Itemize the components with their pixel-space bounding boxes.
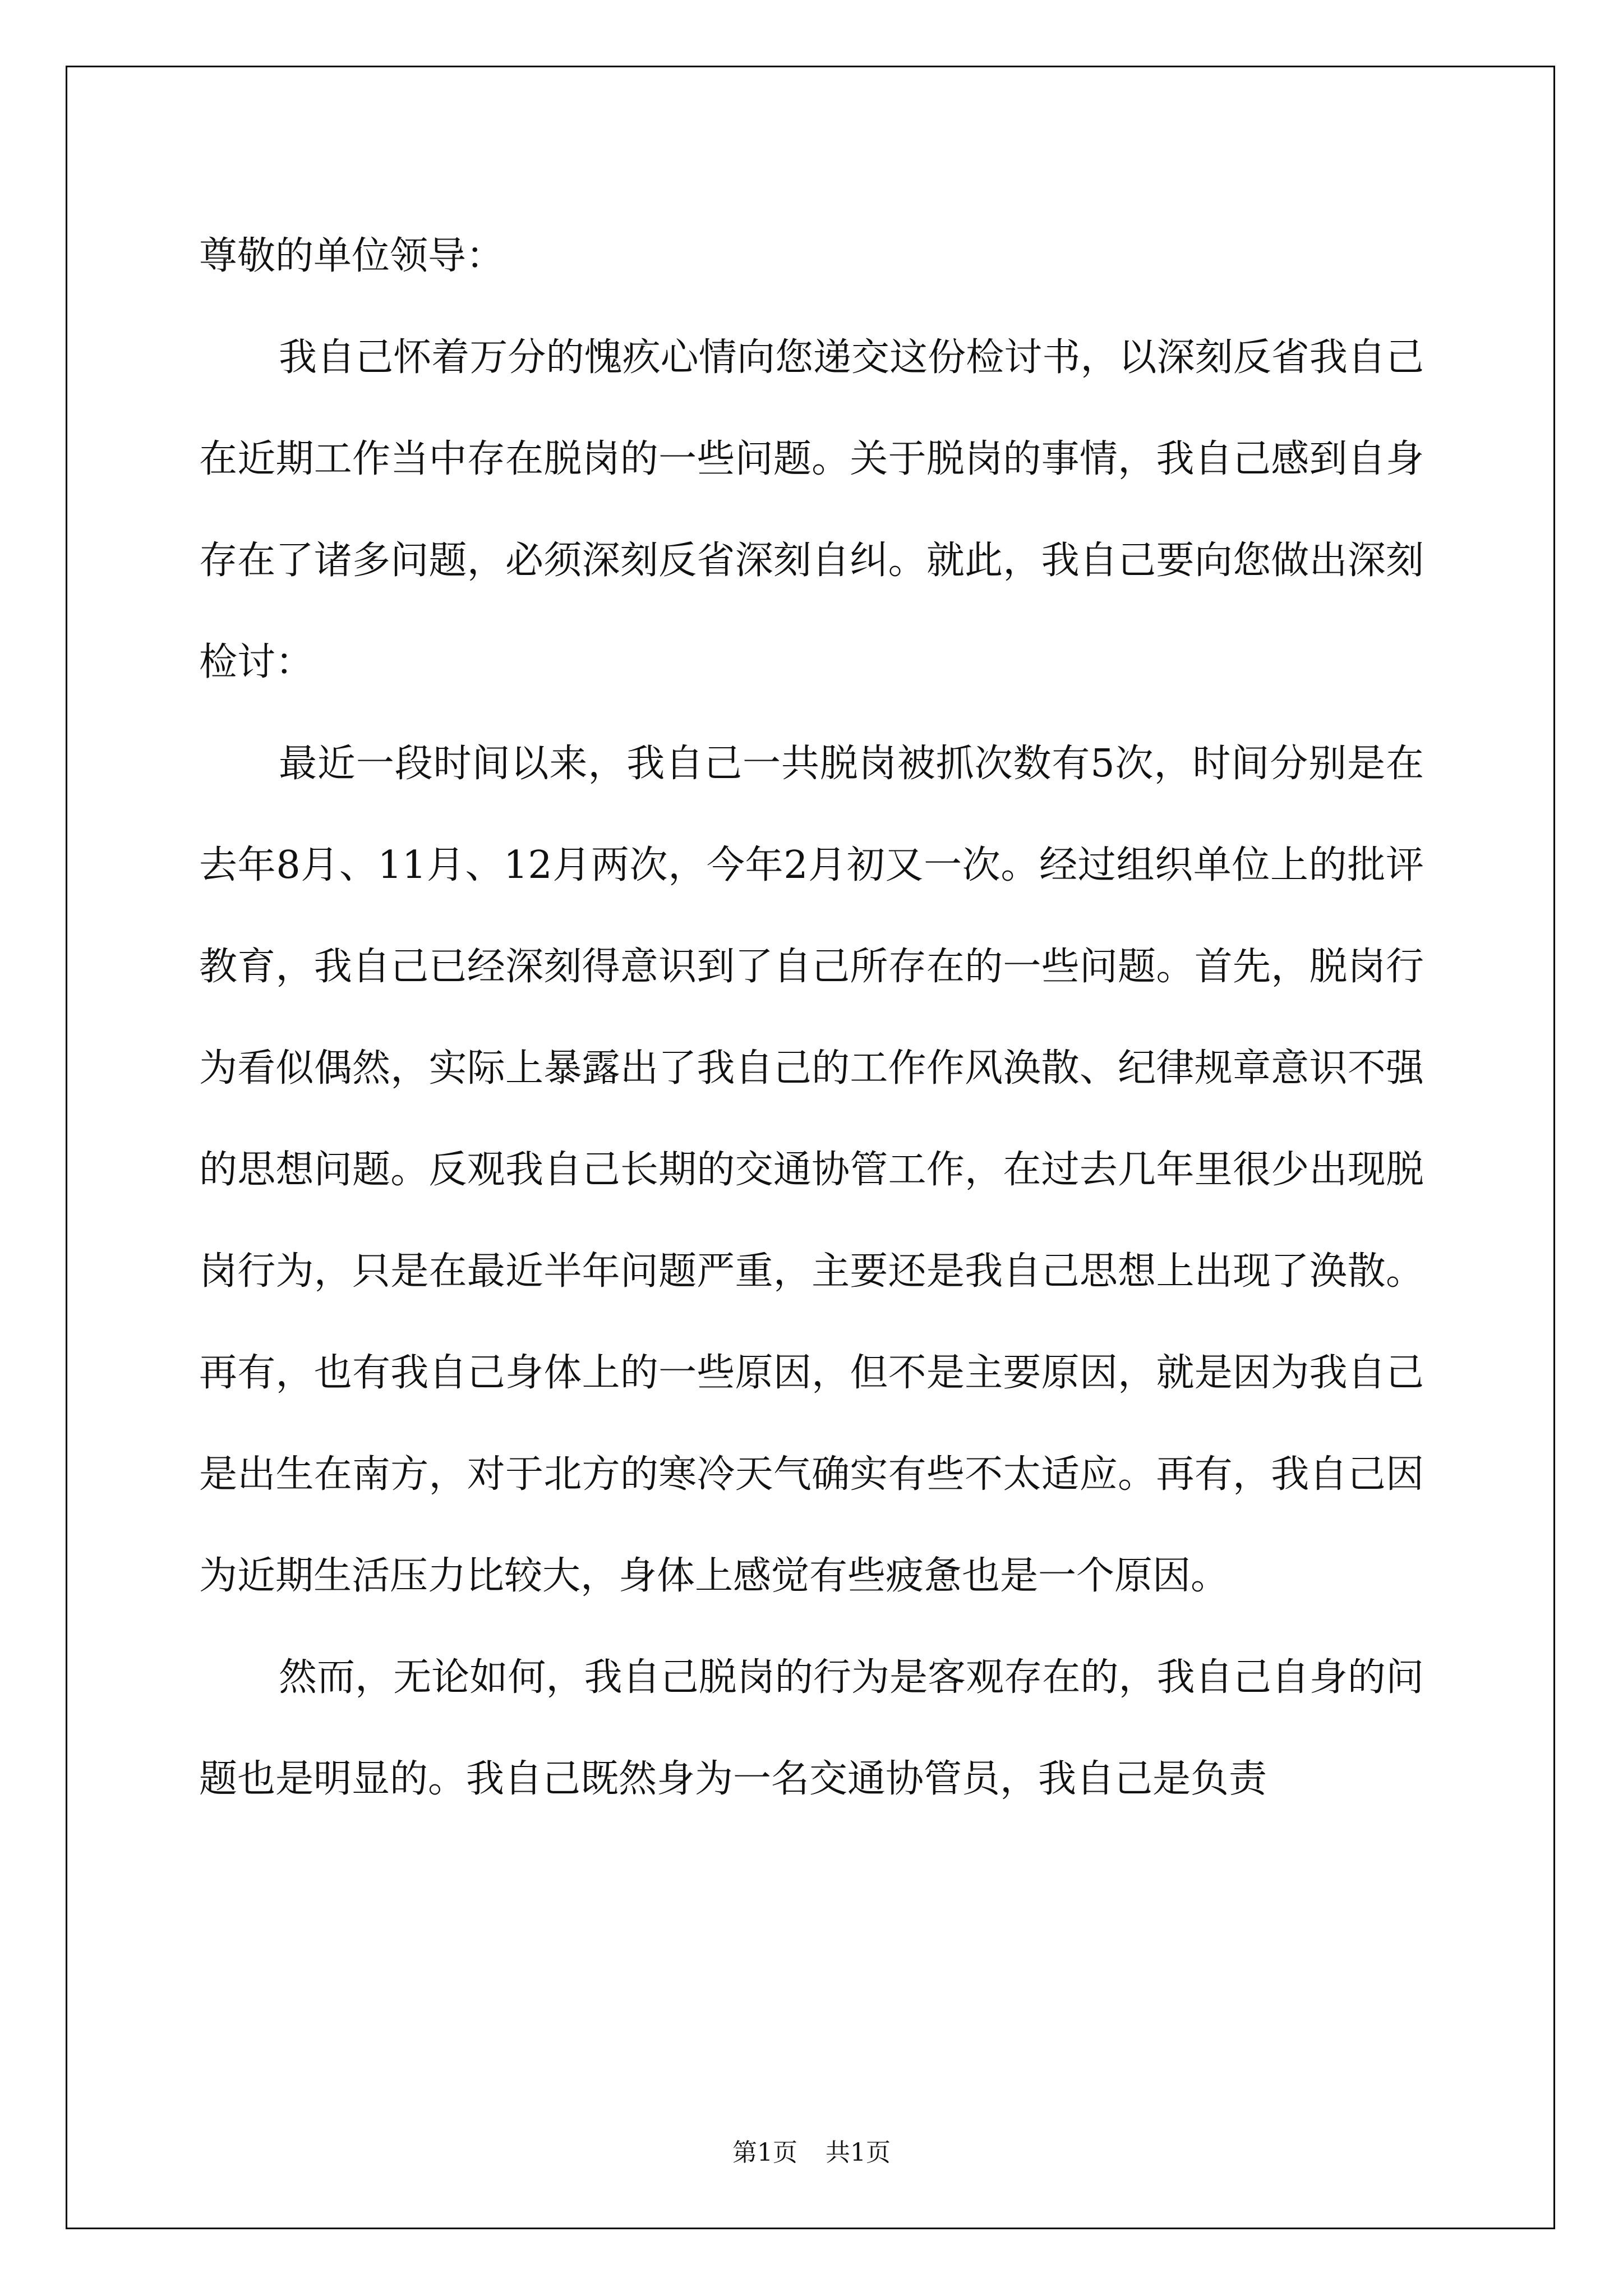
page-total: 共1页 [826,2138,891,2167]
paragraph-2: 最近一段时间以来，我自己一共脱岗被抓次数有5次，时间分别是在去年8月、11月、12月两次，今年2月初又一次。经过组织单位上的批评教育，我自己已经深刻得意识到了自己所存在的一些问题。首先，脱岗行为看似偶然，实际上暴露出了我自己的工作作风涣散、纪律规章意识不强的思想问题。反观我自己长期的交通协管工作，在过去几年里很少出现脱岗行为，只是在最近半年问题严重，主要还是我自己思想上出现了涣散。再有，也有我自己身体上的一些原因，但不是主要原因，就是因为我自己是出生在南方，对于北方的寒冷天气确实有些不太适应。再有，我自己因为近期生活压力比较大，身体上感觉有些疲惫也是一个原因。 [199,742,1424,1598]
document-body [199,205,1424,1830]
salutation: 尊敬的单位领导： [199,234,505,278]
paragraph-3: 然而，无论如何，我自己脱岗的行为是客观存在的，我自己自身的问题也是明显的。我自己既然身为一名交通协管员，我自己是负责 [199,1655,1424,1801]
paragraph-1: 我自己怀着万分的愧疚心情向您递交这份检讨书，以深刻反省我自己在近期工作当中存在脱岗的一些问题。关于脱岗的事情，我自己感到自身存在了诸多问题，必须深刻反省深刻自纠。就此，我自己要向您做出深刻检讨： [199,335,1424,684]
page-footer [0,2136,1623,2170]
page-number: 第1页 [732,2138,797,2167]
